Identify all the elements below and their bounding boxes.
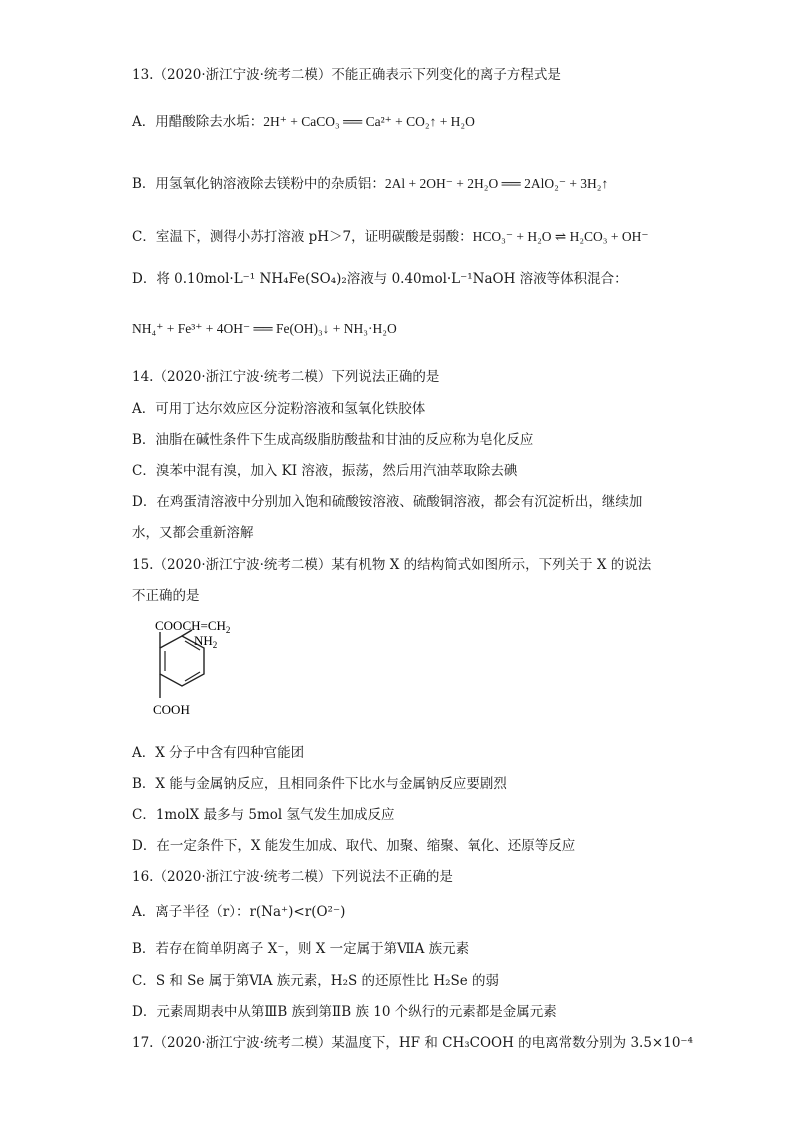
q13-option-d-equation: [132, 320, 397, 338]
q16-option-d: D．元素周期表中从第ⅢB 族到第ⅡB 族 10 个纵行的元素都是金属元素: [132, 1004, 557, 1020]
q13-option-b: [132, 175, 608, 193]
q13-option-c-text: C．室温下，测得小苏打溶液 pH＞7，证明碳酸是弱酸：: [132, 229, 473, 245]
q13-option-d-text: D．将 0.10mol·L⁻¹ NH₄Fe(SO₄)₂溶液与 0.40mol·L⁻¹NaOH 溶液等体积混合：: [132, 271, 628, 287]
structure-diagram: [138, 618, 278, 728]
q13-option-a-text: A．用醋酸除去水垢：: [132, 114, 264, 130]
q16-stem: 16.（2020·浙江宁波·统考二模）下列说法不正确的是: [132, 869, 453, 885]
q14-option-b: B．油脂在碱性条件下生成高级脂肪酸盐和甘油的反应称为皂化反应: [132, 432, 534, 448]
q14-option-d-line1: D．在鸡蛋清溶液中分别加入饱和硫酸铵溶液、硫酸铜溶液，都会有沉淀析出，继续加: [132, 494, 643, 510]
q15-option-c: C．1molX 最多与 5mol 氢气发生加成反应: [132, 807, 395, 823]
q13-option-a-equation: 2H⁺ + CaCO₃ ══ Ca²⁺ + CO₂↑ + H₂O: [263, 114, 475, 129]
q15-option-a: A．X 分子中含有四种官能团: [132, 745, 305, 761]
q16-option-a: A．离子半径（r）：r(Na⁺)<r(O²⁻): [132, 904, 346, 920]
group-carboxyl: COOH: [153, 702, 190, 717]
q15-option-b: B．X 能与金属钠反应，且相同条件下比水与金属钠反应要剧烈: [132, 776, 507, 792]
q14-stem: 14.（2020·浙江宁波·统考二模）下列说法正确的是: [132, 369, 440, 385]
group-amino: $NH_2$: [194, 633, 218, 650]
q15-stem-line2: 不正确的是: [132, 588, 200, 604]
q13-option-b-text: B．用氢氧化钠溶液除去镁粉中的杂质铝：: [132, 176, 385, 192]
q13-option-a: [132, 113, 475, 131]
q15-stem-line1: 15.（2020·浙江宁波·统考二模）某有机物 X 的结构简式如图所示，下列关于 X 的说法: [132, 557, 652, 573]
q15-option-d: D．在一定条件下，X 能发生加成、取代、加聚、缩聚、氧化、还原等反应: [132, 838, 576, 854]
q13-option-c-equation: HCO₃⁻ + H₂O ⇌ H₂CO₃ + OH⁻: [472, 229, 649, 244]
q14-option-c: C．溴苯中混有溴，加入 KI 溶液，振荡，然后用汽油萃取除去碘: [132, 463, 518, 479]
q13-option-d-equation-text: NH₄⁺ + Fe³⁺ + 4OH⁻ ══ Fe(OH)₃↓ + NH₃·H₂O: [132, 321, 397, 336]
q14-option-a: A．可用丁达尔效应区分淀粉溶液和氢氧化铁胶体: [132, 401, 426, 417]
q13-option-b-equation: 2Al + 2OH⁻ + 2H₂O ══ 2AlO₂⁻ + 3H₂↑: [384, 176, 609, 191]
q14-option-d-line2: 水，又都会重新溶解: [132, 525, 254, 541]
q16-option-b: B．若存在简单阴离子 X⁻，则 X 一定属于第ⅦA 族元素: [132, 941, 470, 957]
q17-stem: 17.（2020·浙江宁波·统考二模）某温度下，HF 和 CH₃COOH 的电离常数分别为 3.5×10⁻⁴: [132, 1035, 693, 1051]
q13-option-c: [132, 228, 649, 246]
q13-stem: 13.（2020·浙江宁波·统考二模）不能正确表示下列变化的离子方程式是: [132, 67, 561, 83]
group-ester: $COOCH=CH_2$: [155, 618, 231, 635]
q16-option-c: C．S 和 Se 属于第ⅥA 族元素，H₂S 的还原性比 H₂Se 的弱: [132, 973, 500, 989]
